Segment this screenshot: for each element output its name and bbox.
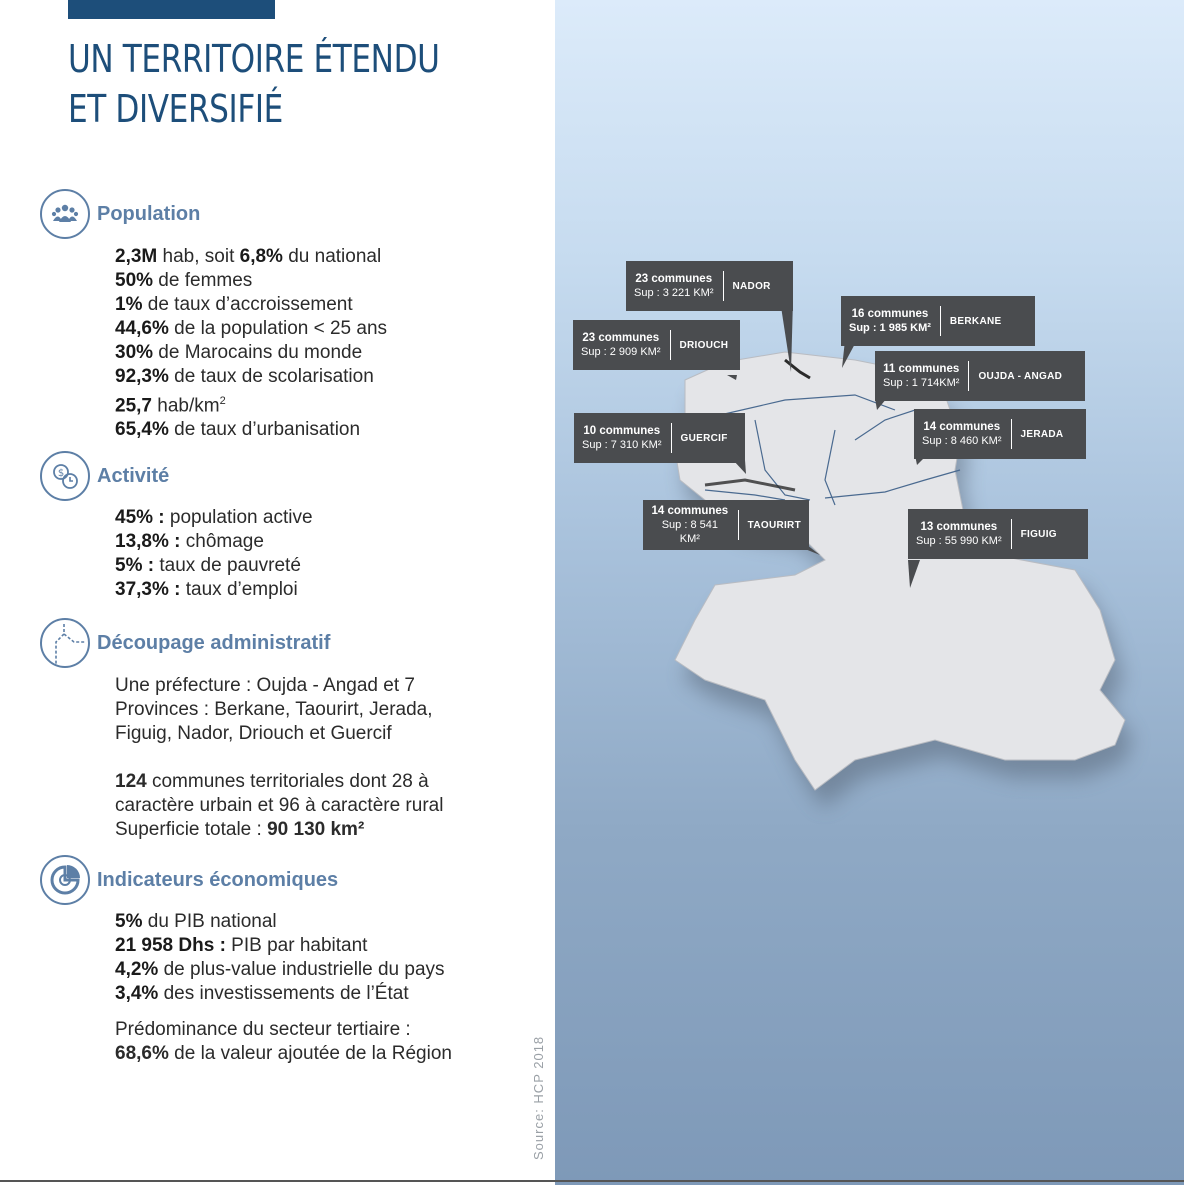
activite-line: 13,8% : chômage: [115, 531, 264, 552]
section-indicateurs-header: [40, 855, 338, 905]
section-title-population: Population: [97, 202, 201, 225]
indicateurs-para-line: Prédominance du secteur tertiaire :: [115, 1019, 411, 1040]
population-line: 1% de taux d’accroissement: [115, 294, 353, 315]
population-line: 92,3% de taux de scolarisation: [115, 366, 374, 387]
indicateurs-list: [115, 910, 445, 1006]
decoupage-line: caractère urbain et 96 à caractère rural: [115, 795, 444, 816]
population-line: 65,4% de taux d’urbanisation: [115, 419, 361, 441]
page-title-line2: ET DIVERSIFIÉ: [68, 87, 283, 131]
population-line: 30% de Marocains du monde: [115, 342, 363, 363]
svg-text:$: $: [57, 468, 65, 479]
people-group-icon: [40, 189, 90, 239]
callout-taourirt: 14 communes Sup : 8 541 KM² TAOURIRT: [643, 500, 809, 550]
section-title-activite: Activité: [97, 464, 170, 487]
section-population-header: [40, 189, 200, 239]
callout-guercif: 10 communes Sup : 7 310 KM² GUERCIF: [574, 413, 745, 463]
callout-driouch: 23 communes Sup : 2 909 KM² DRIOUCH: [573, 320, 740, 370]
activite-line: 45% : population active: [115, 507, 313, 528]
decoupage-line: Provinces : Berkane, Taourirt, Jerada,: [115, 699, 433, 720]
section-activite-header: [40, 451, 169, 501]
decoupage-paragraph-1: [115, 674, 433, 746]
indicateurs-line: 3,4% des investissements de l’État: [115, 983, 409, 1004]
activite-line: 5% : taux de pauvreté: [115, 555, 301, 576]
callout-figuig: 13 communes Sup : 55 990 KM² FIGUIG: [908, 509, 1088, 559]
callout-berkane: 16 communes Sup : 1 985 KM² BERKANE: [841, 296, 1035, 346]
map-division-icon: [40, 618, 90, 668]
population-line: 25,7 hab/$km^2$: [115, 395, 226, 417]
section-title-indicateurs: Indicateurs économiques: [97, 868, 339, 891]
callout-nador: 23 communes Sup : 3 221 KM² NADOR: [626, 261, 793, 311]
activite-line: 37,3% : taux d’emploi: [115, 579, 298, 600]
indicateurs-line: 21 958 Dhs : PIB par habitant: [115, 935, 368, 956]
title-accent-bar: [68, 0, 275, 19]
population-list: [115, 245, 387, 442]
decoupage-paragraph-2: [115, 770, 443, 842]
source-label: Source: HCP 2018: [531, 1035, 546, 1160]
economy-clock-icon: [40, 451, 90, 501]
indicateurs-para-line: 68,6% de la valeur ajoutée de la Région: [115, 1043, 452, 1064]
indicateurs-line: 5% du PIB national: [115, 911, 277, 932]
page-title: [68, 34, 453, 134]
indicateurs-paragraph: [115, 1018, 452, 1066]
callout-jerada: 14 communes Sup : 8 460 KM² JERADA: [914, 409, 1086, 459]
decoupage-line: Figuig, Nador, Driouch et Guercif: [115, 723, 392, 744]
region-map: [555, 0, 1184, 1185]
section-decoupage-header: [40, 618, 330, 668]
page-title-line1: UN TERRITOIRE ÉTENDU: [68, 37, 440, 81]
population-line: 2,3M hab, soit 6,8% du national: [115, 246, 382, 267]
population-line: 44,6% de la population < 25 ans: [115, 318, 388, 339]
population-line: 50% de femmes: [115, 270, 253, 291]
activite-list: [115, 506, 313, 602]
callout-oujda-angad: 11 communes Sup : 1 714KM² OUJDA - ANGAD: [875, 351, 1085, 401]
indicateurs-line: 4,2% de plus-value industrielle du pays: [115, 959, 445, 980]
section-title-decoupage: Découpage administratif: [97, 631, 331, 654]
map-panel: [555, 0, 1184, 1185]
decoupage-line: Superficie totale : 90 130 km²: [115, 819, 365, 840]
pie-chart-icon: [40, 855, 90, 905]
decoupage-line: 124 communes territoriales dont 28 à: [115, 771, 429, 792]
bottom-rule: [0, 1180, 1184, 1182]
decoupage-line: Une préfecture : Oujda - Angad et 7: [115, 675, 415, 696]
